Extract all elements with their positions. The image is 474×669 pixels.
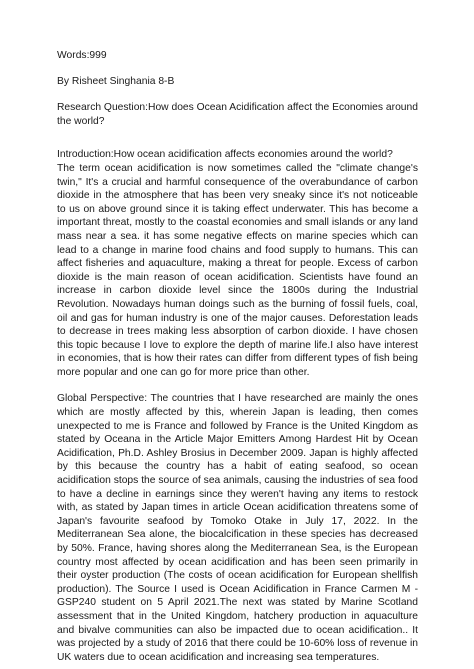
introduction-paragraph: The term ocean acidification is now sometimes called the "climate change's twin," It's a crucial and harmful consequence of the overabundance of carbon dioxide in the atmosphere that has been very sneaky since it's not noticeable to us on above ground since it is taking effect underwater. This has become a important threat, mostly to the coastal economies and small islands or any land mass near a sea. it has some negative effects on marine species which can lead to a change in marine food chains and food supply to humans. This can affect fisheries and aquaculture, making a threat for people. Excess of carbon dioxide is the main reason of ocean acidification. Scientists have found an increase in carbon dioxide level since the 1800s during the Industrial Revolution. Nowadays human doings such as the burning of fossil fuels, coal, oil and gas for human industry is one of the major causes. Deforestation leads to decrease in trees making less absorption of carbon dioxide. I have chosen this topic because I love to explore the depth of marine life.I also have interest in economies, that is how their rates can differ from different types of fish being more popular and one can go for more price than other. bbox=[57, 162, 418, 378]
research-question: Research Question:How does Ocean Acidification affect the Economies around the world? bbox=[57, 102, 418, 127]
spacer bbox=[57, 128, 418, 148]
spacer bbox=[57, 63, 418, 75]
document-content bbox=[57, 49, 418, 664]
introduction-heading: Introduction:How ocean acidification affects economies around the world? bbox=[57, 149, 393, 161]
spacer bbox=[57, 88, 418, 101]
global-perspective-paragraph: Global Perspective: The countries that I have researched are mainly the ones which are mostly affected by this, wherein Japan is leading, then comes unexpected to me is France and followed by France is the United Kingdom as stated by Oceana in the Article Major Emitters Among Hardest Hit by Ocean Acidification, Ph.D. Ashley Brosius in December 2009. Japan is highly affected by this because the country has a habit of eating seafood, so ocean acidification stops the source of sea animals, causing the industries of sea food to have a decline in earnings since they weren't having any items to restock with, as stated by Japan times in article Ocean acidification threatens some of Japan's favourite seafood by Tomoko Otake in July 17, 2022. In the Mediterranean Sea alone, the biocalcification in these species has decreased by 50%. France, having shores along the Mediterranean Sea, is the European country most affected by ocean acidification and has been seen primarily in their oyster production (The costs of ocean acidification for European shellfish production). The Source I used is Ocean Acidification in France Carmen M - GSP240 student on 5 April 2021.The next was stated by Marine Scotland assessment that in the United Kingdom, hatchery production in aquaculture and bivalve communities can also be impacted due to ocean acidification.. It was projected by a study of 2016 that there could be 10-60% loss of revenue in UK waters due to ocean acidification and increasing sea temperatures. bbox=[57, 393, 418, 663]
word-count: Words:999 bbox=[57, 50, 107, 61]
author-line: By Risheet Singhania 8-B bbox=[57, 75, 175, 87]
spacer bbox=[57, 379, 418, 392]
